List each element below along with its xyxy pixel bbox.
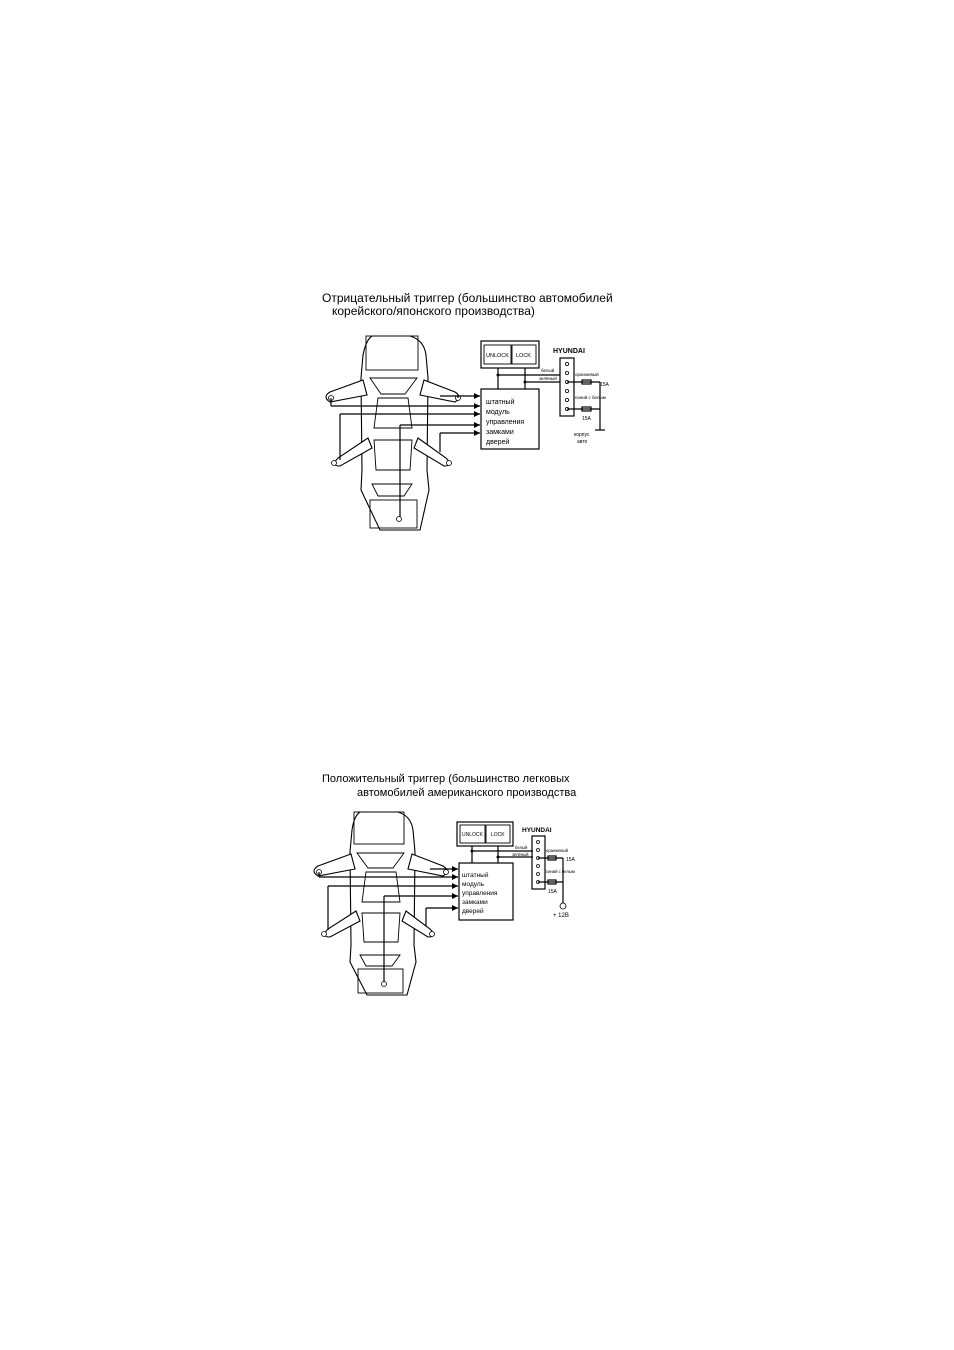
diagram2-power-label: + 12В bbox=[553, 913, 569, 919]
diagram1-unlock-label: UNLOCK bbox=[486, 353, 509, 359]
diagram2-brand: HYUNDAI bbox=[522, 827, 552, 834]
diagram1-door-wires bbox=[331, 393, 480, 517]
diagram1-connector bbox=[560, 358, 574, 416]
diagram1-car-outline bbox=[326, 336, 461, 530]
diagram1-module-line1: штатный bbox=[486, 399, 515, 406]
diagram1-wire-green: зелёный bbox=[539, 376, 557, 381]
diagram1-wire-white: белый bbox=[541, 368, 555, 373]
diagram1-module-line3: управления bbox=[486, 419, 525, 426]
diagram2-fuse2 bbox=[548, 880, 556, 884]
diagram2-wire-blue-white: синий с белым bbox=[546, 869, 575, 874]
diagram2-caption-line1: Положительный триггер (большинство легковых bbox=[322, 773, 570, 785]
diagram1-lock-switch bbox=[481, 341, 539, 368]
diagram1-ground-label2: авто bbox=[577, 439, 588, 445]
diagram2-caption-line2: автомобилей американского производства bbox=[357, 787, 577, 799]
diagram2-module-line5: дверей bbox=[462, 908, 484, 915]
diagram2-fuse1 bbox=[548, 856, 556, 860]
diagram1-lock-label: LOCK bbox=[516, 353, 531, 359]
diagram2-car-outline bbox=[314, 812, 449, 995]
diagram1-module-line4: замками bbox=[486, 429, 514, 436]
diagram2-lock-label: LOCK bbox=[491, 832, 505, 838]
diagram1-module-line5: дверей bbox=[486, 439, 510, 446]
diagram1-brand: HYUNDAI bbox=[553, 348, 585, 355]
diagram1-module-line2: модуль bbox=[486, 409, 510, 416]
diagram1-ground-label1: корпус bbox=[574, 432, 590, 438]
diagram2-connector bbox=[532, 836, 545, 889]
diagram1-caption-line1: Отрицательный триггер (большинство автомобилей bbox=[322, 291, 613, 305]
diagram1-fuse1-label: 15А bbox=[600, 382, 609, 388]
diagram1-wire-orange: оранжевый bbox=[575, 372, 599, 377]
diagram1-wire-blue-white: синий с белым bbox=[575, 395, 606, 400]
diagram2-door-wires bbox=[319, 866, 458, 982]
diagram2-module-line1: штатный bbox=[462, 872, 489, 879]
diagram1-module-box bbox=[481, 389, 539, 449]
diagram2-wire-orange: оранжевый bbox=[546, 848, 569, 853]
diagram2-module-box bbox=[459, 863, 513, 920]
diagram1-fuse1 bbox=[582, 380, 591, 384]
diagram2-fuse2-label: 15А bbox=[548, 889, 557, 895]
diagram1-fuse2-label: 15А bbox=[582, 416, 591, 422]
diagram1-fuse2 bbox=[582, 407, 591, 411]
diagram2-lock-switch bbox=[457, 822, 513, 846]
diagram2-module-line4: замками bbox=[462, 899, 488, 906]
diagram2-wire-white: белый bbox=[515, 845, 528, 850]
diagram2-fuse1-label: 15А bbox=[566, 857, 575, 863]
diagram1-caption-line2: корейского/японского производства) bbox=[332, 304, 535, 318]
diagram2-unlock-label: UNLOCK bbox=[462, 832, 483, 838]
diagram2-module-line2: модуль bbox=[462, 881, 485, 888]
diagram2-wire-green: зелёный bbox=[512, 852, 529, 857]
diagram2-module-line3: управления bbox=[462, 890, 498, 897]
